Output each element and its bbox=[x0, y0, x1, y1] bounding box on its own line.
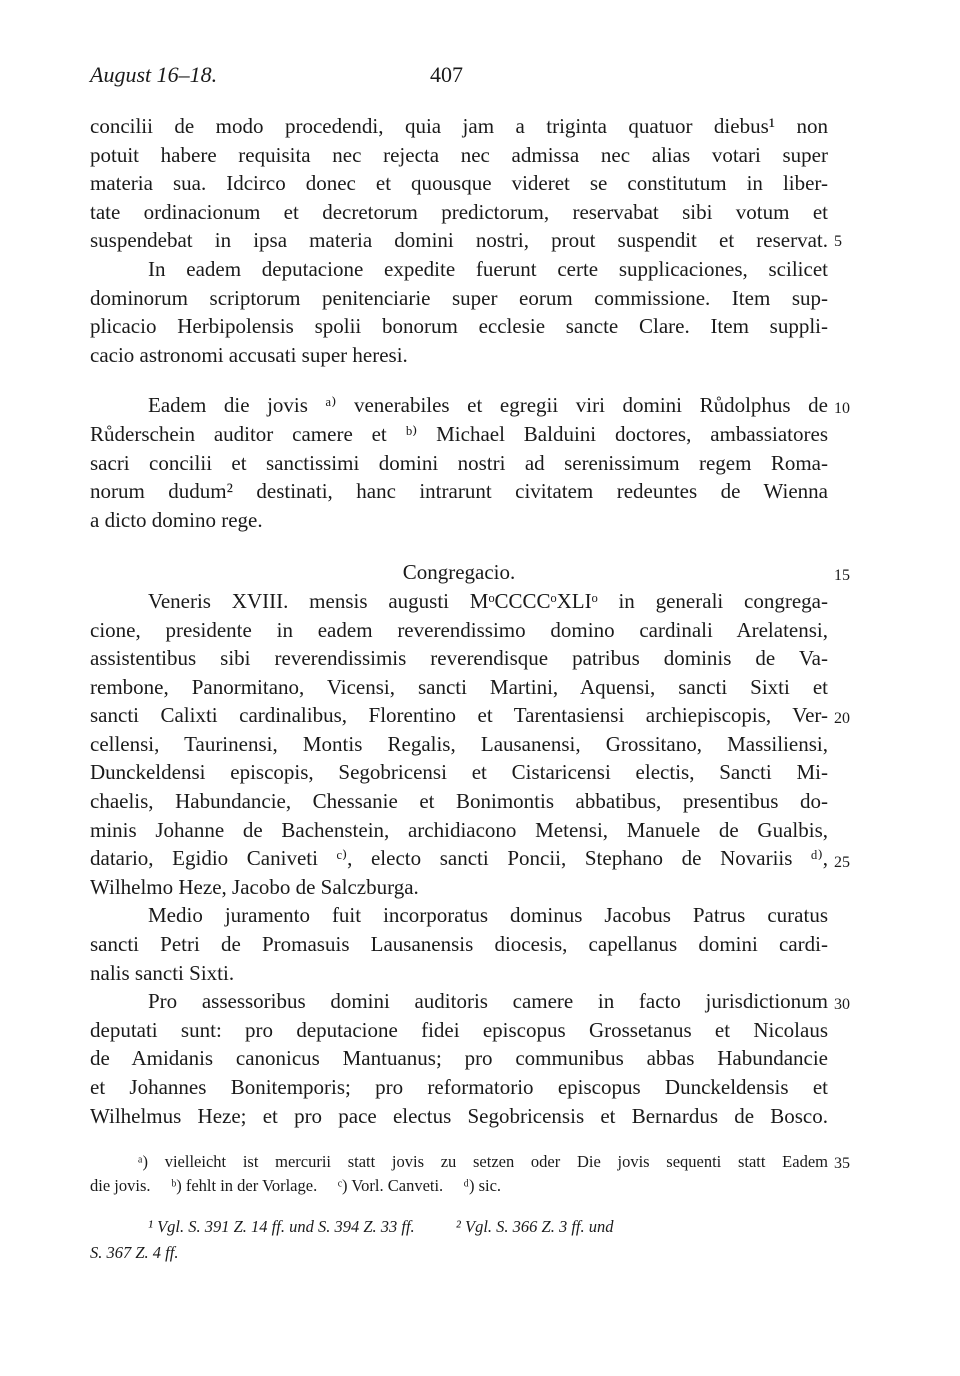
text-line: nalis sancti Sixti. bbox=[90, 960, 235, 985]
line-number: 35 bbox=[834, 1155, 850, 1173]
paragraph bbox=[90, 112, 842, 255]
paragraph bbox=[90, 255, 828, 369]
reference-footnotes bbox=[90, 1214, 828, 1266]
text-line: Dunckeldensi episcopis, Segobricensi et Cistaricensi electis, Sancti Mi- bbox=[90, 760, 828, 785]
text-line: materia sua. Idcirco donec et quousque videret se constitutum in liber- bbox=[90, 171, 828, 196]
line-number: 15 bbox=[834, 567, 850, 585]
text-line: sancti Calixti cardinalibus, Florentino et Tarentasiensi archiepiscopis, Ver- bbox=[90, 703, 828, 728]
text-line: suspendebat in ipsa materia domini nostri, prout suspendit et reservat. bbox=[90, 228, 828, 253]
line-number: 30 bbox=[834, 996, 850, 1014]
running-title: August 16–18. bbox=[90, 62, 218, 87]
text-line: cacio astronomi accusati super heresi. bbox=[90, 342, 408, 367]
section-heading: Congregacio. bbox=[402, 560, 516, 585]
text-line: Eadem die jovis ᵃ⁾ venerabiles et egregii viri domini Růdolphus de bbox=[148, 393, 828, 418]
page-header bbox=[90, 62, 828, 92]
text-line: assistentibus sibi reverendissimis reverendisque patribus dominis de Va- bbox=[90, 646, 828, 671]
text-line: tate ordinacionum et decretorum predictorum, reservabat sibi votum et bbox=[90, 199, 828, 224]
text-line: Medio juramento fuit incorporatus dominus Jacobus Patrus curatus bbox=[148, 903, 828, 928]
text-line: rembone, Panormitano, Vicensi, sancti Martini, Aquensi, sancti Sixti et bbox=[90, 674, 828, 699]
text-line: plicacio Herbipolensis spolii bonorum ecclesie sancte Clare. Item suppli- bbox=[90, 314, 828, 339]
text-line: chaelis, Habundancie, Chessanie et Bonimontis abbatibus, presentibus do- bbox=[90, 789, 828, 814]
line-number: 20 bbox=[834, 709, 850, 727]
text-line: sacri concilii et sanctissimi domini nostri ad serenissimum regem Roma- bbox=[90, 450, 828, 475]
text-line: de Amidanis canonicus Mantuanus; pro communibus abbas Habundancie bbox=[90, 1046, 828, 1071]
text-line: Wilhelmus Heze; et pro pace electus Segobricensis et Bernardus de Bosco. bbox=[90, 1103, 828, 1128]
footnote-line: die jovis. ᵇ) fehlt in der Vorlage. ᶜ) Vorl. Canveti. ᵈ) sic. bbox=[90, 1176, 502, 1196]
paragraph bbox=[90, 391, 850, 534]
line-number: 10 bbox=[834, 400, 850, 418]
section-heading-block bbox=[90, 558, 850, 587]
paragraph bbox=[90, 987, 850, 1130]
text-line: In eadem deputacione expedite fuerunt certe supplicaciones, scilicet bbox=[148, 256, 828, 281]
text-line: potuit habere requisita nec rejecta nec admissa nec alias votari super bbox=[90, 142, 828, 167]
text-line: dominorum scriptorum penitenciarie super eorum commissione. Item sup- bbox=[90, 285, 828, 310]
text-line: et Johannes Bonitemporis; pro reformatorio episcopus Dunckeldensis et bbox=[90, 1075, 828, 1099]
text-line: a dicto domino rege. bbox=[90, 507, 263, 532]
critical-footnotes bbox=[90, 1150, 850, 1198]
paragraph bbox=[90, 901, 828, 987]
text-line: cellensi, Taurinensi, Montis Regalis, Lausanensi, Grossitano, Massiliensi, bbox=[90, 731, 828, 756]
spacer bbox=[90, 369, 828, 391]
spacer bbox=[90, 534, 828, 558]
text-line: Veneris XVIII. mensis augusti MᵒCCCCᵒXLIᵒ in generali congrega- bbox=[148, 588, 828, 613]
footnote-line: S. 367 Z. 4 ff. bbox=[90, 1243, 179, 1263]
text-line: datario, Egidio Caniveti ᶜ⁾, electo sancti Poncii, Stephano de Novariis ᵈ⁾, bbox=[90, 846, 828, 871]
text-line: cione, presidente in eadem reverendissimo domino cardinali Arelatensi, bbox=[90, 617, 828, 642]
document-page bbox=[90, 62, 850, 1266]
page-number: 407 bbox=[430, 62, 463, 87]
text-line: Wilhelmo Heze, Jacobo de Salczburga. bbox=[90, 874, 419, 899]
text-line: minis Johanne de Bachenstein, archidiacono Metensi, Manuele de Gualbis, bbox=[90, 817, 828, 842]
text-line: concilii de modo procedendi, quia jam a triginta quatuor diebus¹ non bbox=[90, 114, 828, 138]
line-number: 25 bbox=[834, 853, 850, 871]
footnote-line: ¹ Vgl. S. 391 Z. 14 ff. und S. 394 Z. 33 ff. ² Vgl. S. 366 Z. 3 ff. und bbox=[148, 1217, 614, 1237]
text-line: Pro assessoribus domini auditoris camere in facto jurisdictionum bbox=[148, 989, 828, 1014]
line-number: 5 bbox=[834, 233, 842, 250]
text-line: deputati sunt: pro deputacione fidei episcopus Grossetanus et Nicolaus bbox=[90, 1017, 828, 1042]
footnote-line: ᵃ) vielleicht ist mercurii statt jovis zu setzen oder Die jovis sequenti statt Eadem bbox=[138, 1152, 828, 1172]
text-line: Růderschein auditor camere et ᵇ⁾ Michael Balduini doctores, ambassiatores bbox=[90, 421, 828, 446]
paragraph bbox=[90, 587, 850, 902]
text-line: sancti Petri de Promasuis Lausanensis diocesis, capellanus domini cardi- bbox=[90, 932, 828, 957]
text-line: norum dudum² destinati, hanc intrarunt civitatem redeuntes de Wienna bbox=[90, 479, 828, 504]
main-text bbox=[90, 112, 850, 1130]
